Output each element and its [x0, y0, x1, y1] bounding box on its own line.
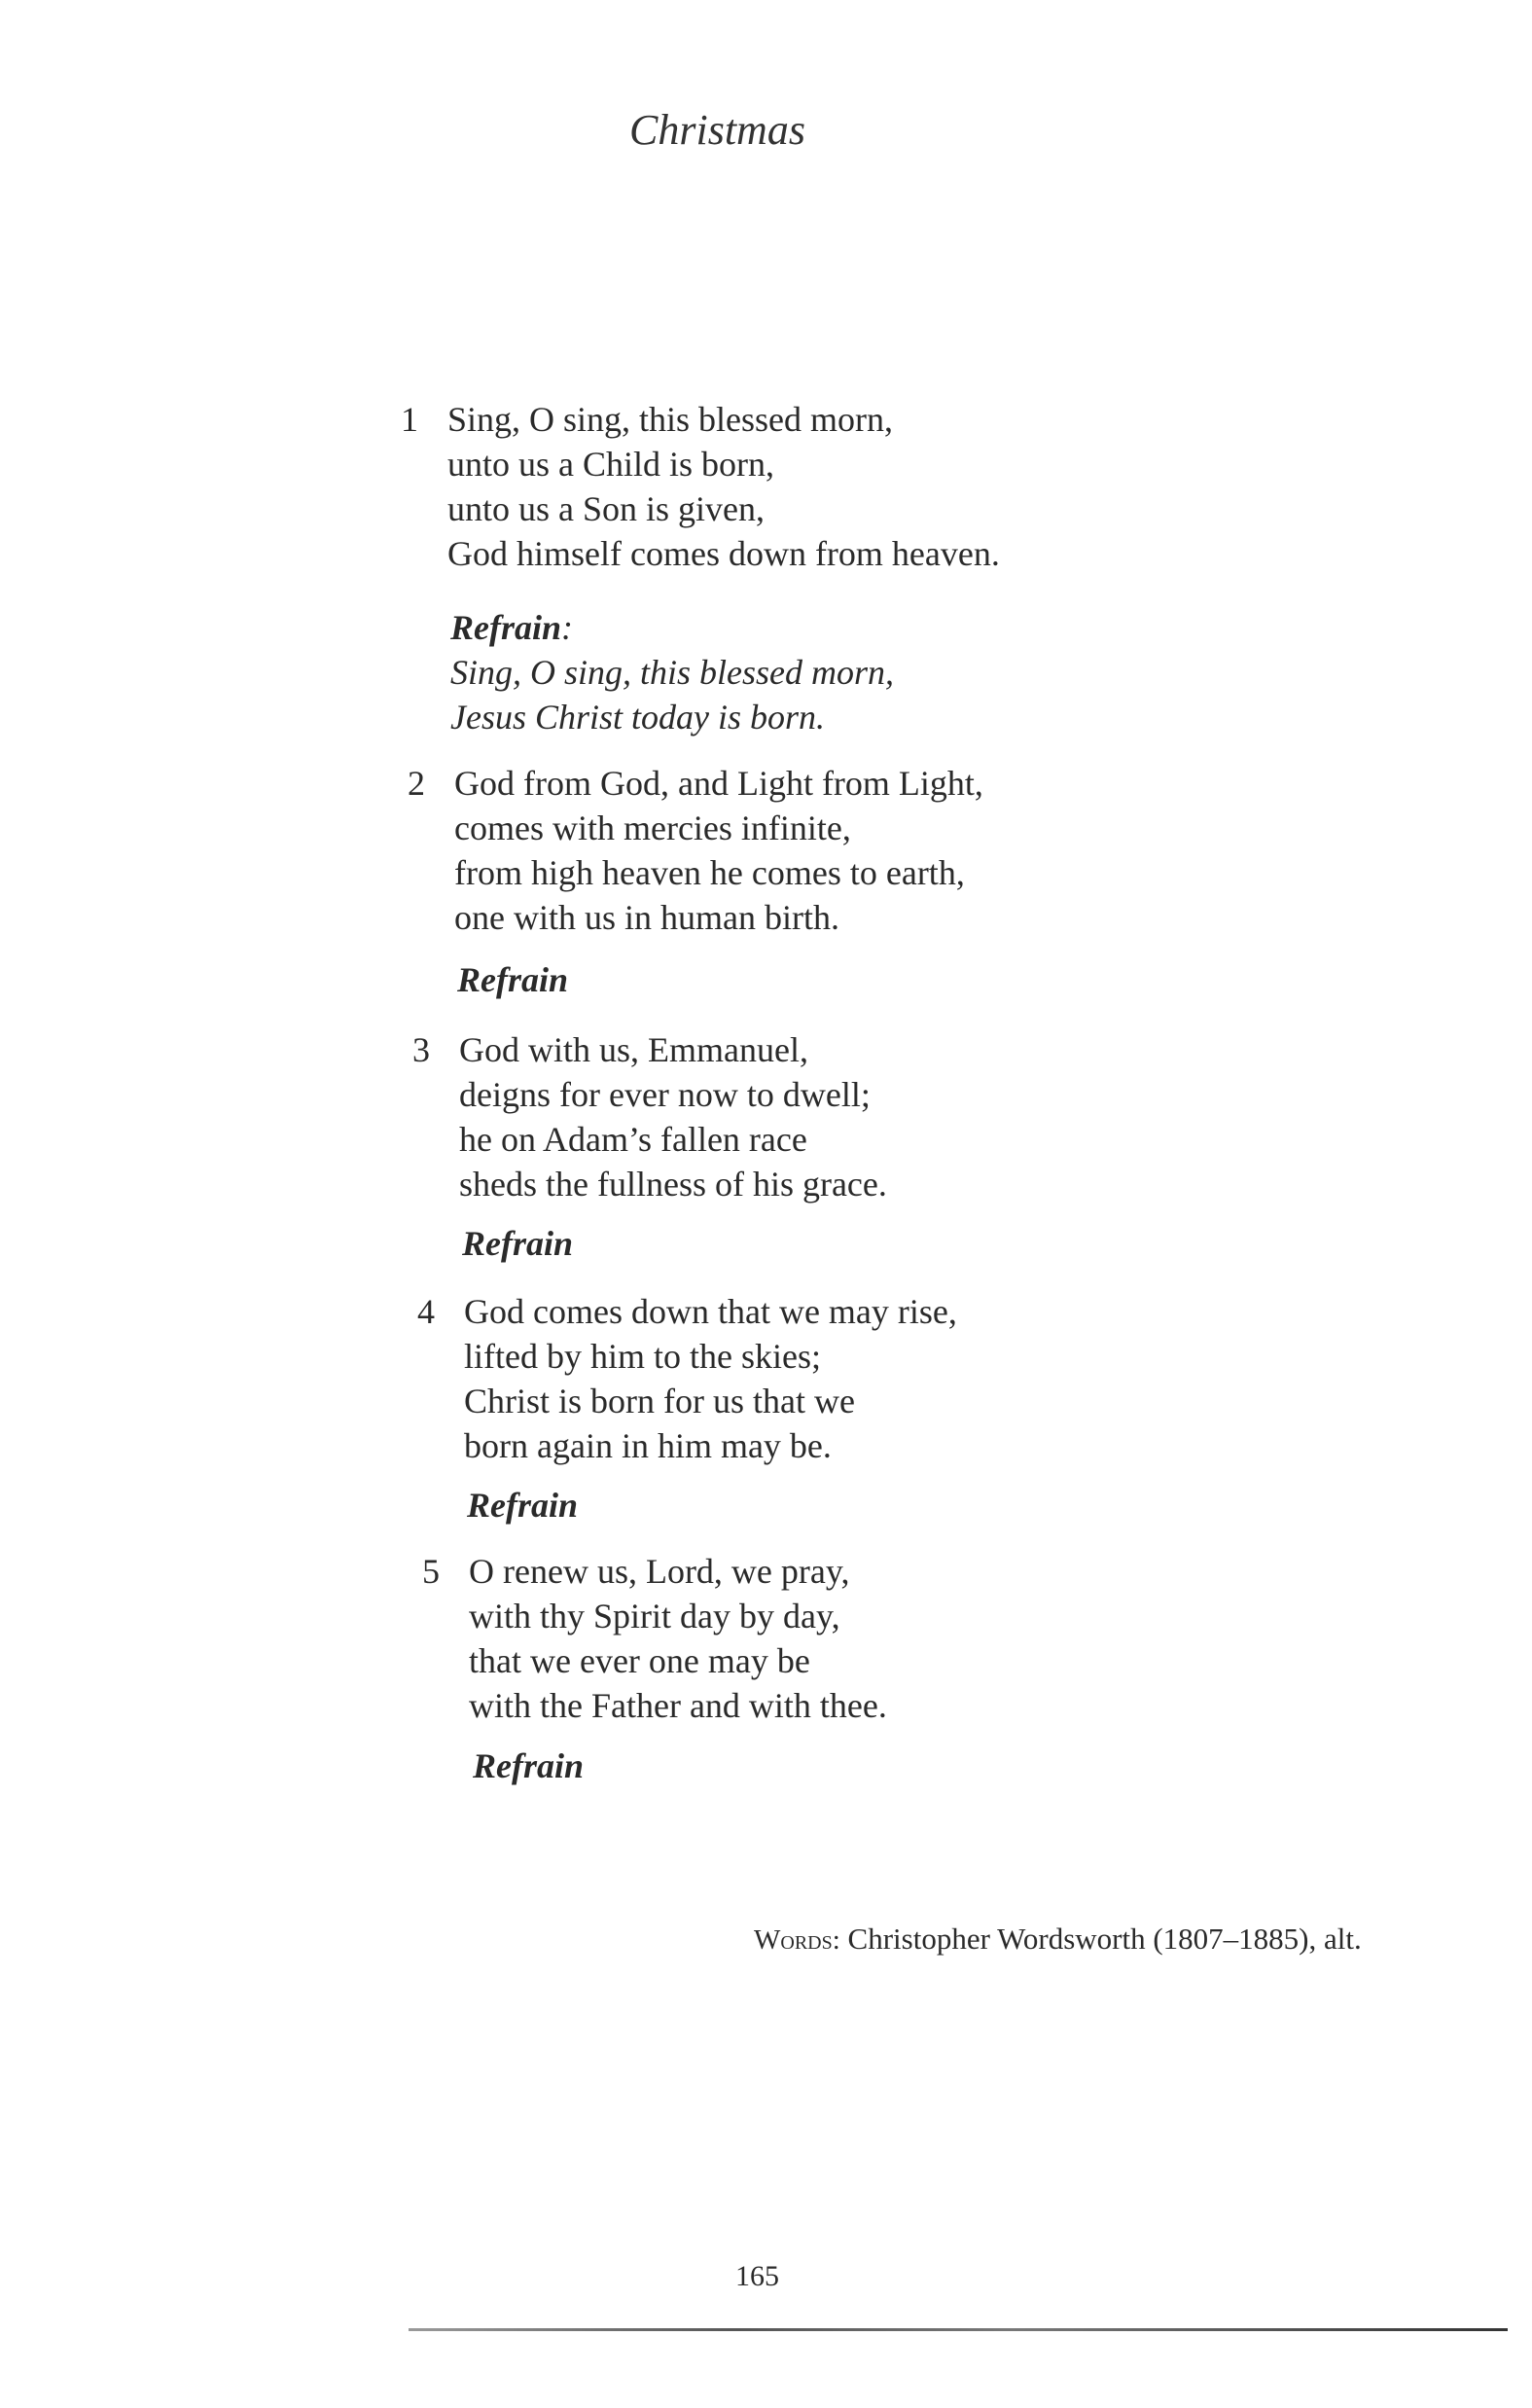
refrain-ref: [473, 1743, 584, 1788]
verse-line: lifted by him to the skies;: [464, 1337, 821, 1376]
verse-line: deigns for ever now to dwell;: [459, 1075, 871, 1114]
refrain-label: Refrain: [473, 1746, 585, 1785]
refrain-ref: [457, 957, 568, 1002]
verse-number: 5: [422, 1552, 440, 1591]
verse-line: comes with mercies infinite,: [454, 809, 851, 847]
verse-3: [412, 1027, 887, 1206]
verse-line: O renew us, Lord, we pray,: [469, 1552, 850, 1591]
verse-4: [417, 1289, 957, 1468]
refrain-label: [450, 605, 894, 650]
verse-line: unto us a Son is given,: [447, 489, 766, 528]
verse-line: unto us a Child is born,: [447, 445, 775, 484]
words-author: Christopher Wordsworth (1807–1885), alt.: [847, 1922, 1362, 1956]
page-title: Christmas: [629, 106, 805, 154]
refrain-ref: [467, 1483, 578, 1527]
verse-line: sheds the fullness of his grace.: [459, 1165, 887, 1204]
refrain-line: Sing, O sing, this blessed morn,: [450, 653, 895, 692]
words-label: Words:: [754, 1924, 840, 1956]
verse-number: 3: [412, 1030, 430, 1069]
refrain-label: Refrain: [457, 960, 569, 999]
verse-line: that we ever one may be: [469, 1641, 810, 1680]
footer-rule: [409, 2328, 1508, 2331]
refrain-ref: [462, 1221, 573, 1266]
verse-5: [422, 1549, 887, 1728]
words-credit: [754, 1922, 1362, 1957]
verse-line: God with us, Emmanuel,: [459, 1030, 808, 1069]
verse-line: born again in him may be.: [464, 1426, 832, 1465]
verse-line: God himself comes down from heaven.: [447, 534, 1000, 573]
verse-line: Sing, O sing, this blessed morn,: [447, 400, 894, 439]
refrain-label: Refrain: [462, 1224, 574, 1263]
verse-line: God comes down that we may rise,: [464, 1292, 957, 1331]
refrain-full: [450, 605, 894, 739]
verse-line: with the Father and with thee.: [469, 1686, 887, 1725]
refrain-label-text: Refrain: [450, 608, 562, 647]
verse-line: God from God, and Light from Light,: [454, 764, 983, 803]
verse-2: [408, 761, 983, 940]
page-number: 165: [735, 2260, 779, 2292]
refrain-colon: :: [561, 608, 574, 647]
verse-line: from high heaven he comes to earth,: [454, 853, 965, 892]
verse-number: 1: [401, 400, 418, 439]
refrain-label: Refrain: [467, 1486, 579, 1525]
verse-1: [401, 397, 1000, 576]
refrain-line: Jesus Christ today is born.: [450, 698, 826, 737]
verse-number: 4: [417, 1292, 435, 1331]
verse-number: 2: [408, 764, 425, 803]
verse-line: Christ is born for us that we: [464, 1382, 855, 1420]
verse-line: one with us in human birth.: [454, 898, 839, 937]
verse-line: he on Adam’s fallen race: [459, 1120, 807, 1159]
verse-line: with thy Spirit day by day,: [469, 1597, 840, 1635]
